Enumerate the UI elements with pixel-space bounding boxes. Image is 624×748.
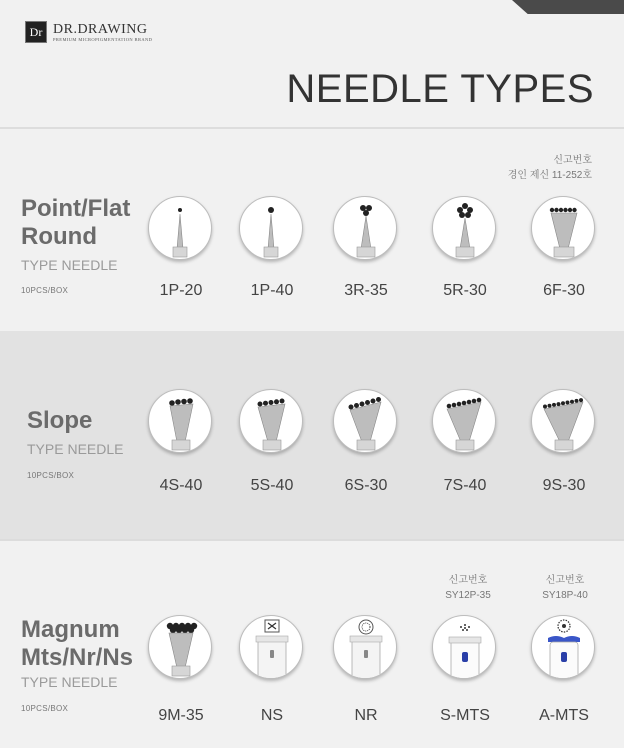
section-title: [21, 195, 130, 251]
needle-item: [148, 389, 214, 494]
section-title: [21, 616, 133, 672]
brand-logo: Dr: [25, 21, 47, 43]
section-box-count: 10PCS/BOX: [21, 286, 69, 295]
needle-image: [148, 196, 212, 260]
needle-item: [432, 196, 498, 299]
needle-label: 7S-40: [443, 477, 487, 494]
needle-item: [333, 196, 399, 299]
needle-item: [148, 615, 214, 724]
needle-label: 3R-35: [344, 282, 388, 299]
needle-item: [239, 389, 305, 494]
needle-label: S-MTS: [440, 707, 490, 724]
needle-item: [239, 196, 305, 299]
section-title-line1: Magnum: [21, 616, 120, 643]
needle-image: [432, 389, 496, 453]
section-type: TYPE NEEDLE: [21, 257, 118, 273]
section-magnum: [0, 539, 624, 748]
corner-tab: [512, 0, 624, 14]
registration-note: [508, 153, 592, 183]
needle-image: [333, 615, 397, 679]
section-title-line2: Mts/Nr/Ns: [21, 644, 134, 671]
needle-item: [432, 615, 498, 724]
needle-image: [239, 196, 303, 260]
needle-item: [531, 615, 597, 724]
needle-image: [333, 196, 397, 260]
needle-label: 6F-30: [543, 282, 585, 299]
needle-item: [148, 196, 214, 299]
needle-label: 1P-40: [250, 282, 294, 299]
brand-tagline: PREMIUM MICROPIGMENTATION BRAND: [53, 36, 153, 42]
needle-image: [333, 389, 397, 453]
needle-label: 9S-30: [542, 477, 586, 494]
needle-item: [333, 615, 399, 724]
needle-image: [148, 615, 212, 679]
needle-image: [239, 615, 303, 679]
needle-image: [531, 615, 595, 679]
brand-name: DR.DRAWING: [53, 21, 148, 37]
needle-image: [531, 196, 595, 260]
needle-item: [531, 389, 597, 494]
note-label: 신고번호: [553, 155, 592, 166]
needle-label: 5S-40: [250, 477, 294, 494]
needle-item: [333, 389, 399, 494]
note-label: 신고번호: [448, 575, 488, 586]
section-box-count: 10PCS/BOX: [21, 704, 69, 713]
section-title: Slope: [27, 407, 93, 434]
note-label: 신고번호: [545, 575, 585, 586]
note-value: 경인 제신 11-252호: [507, 170, 592, 181]
section-type: TYPE NEEDLE: [27, 441, 124, 457]
brand-header: [25, 21, 152, 43]
needle-item: [531, 196, 597, 299]
needle-item: [432, 389, 498, 494]
needle-label: NR: [354, 707, 378, 724]
page-title: NEEDLE TYPES: [286, 67, 594, 111]
needle-image: [148, 389, 212, 453]
needle-image: [432, 196, 496, 260]
needle-label: 6S-30: [344, 477, 388, 494]
needle-image: [239, 389, 303, 453]
needle-label: 1P-20: [159, 282, 203, 299]
needle-label: 4S-40: [159, 477, 203, 494]
registration-note-amts: [525, 573, 605, 603]
section-slope: [0, 331, 624, 539]
note-value: SY18P-40: [542, 590, 588, 601]
section-round: [0, 129, 624, 331]
needle-label: NS: [260, 707, 284, 724]
needle-label: 5R-30: [443, 282, 487, 299]
section-title-line2: Round: [21, 223, 97, 250]
section-box-count: 10PCS/BOX: [27, 471, 75, 480]
needle-label: A-MTS: [539, 707, 589, 724]
needle-item: [239, 615, 305, 724]
needle-image: [531, 389, 595, 453]
needle-label: 9M-35: [158, 707, 204, 724]
needle-image: [432, 615, 496, 679]
note-value: SY12P-35: [445, 590, 491, 601]
registration-note-smts: [428, 573, 508, 603]
section-title-line1: Point/Flat: [21, 195, 131, 222]
section-type: TYPE NEEDLE: [21, 674, 118, 690]
